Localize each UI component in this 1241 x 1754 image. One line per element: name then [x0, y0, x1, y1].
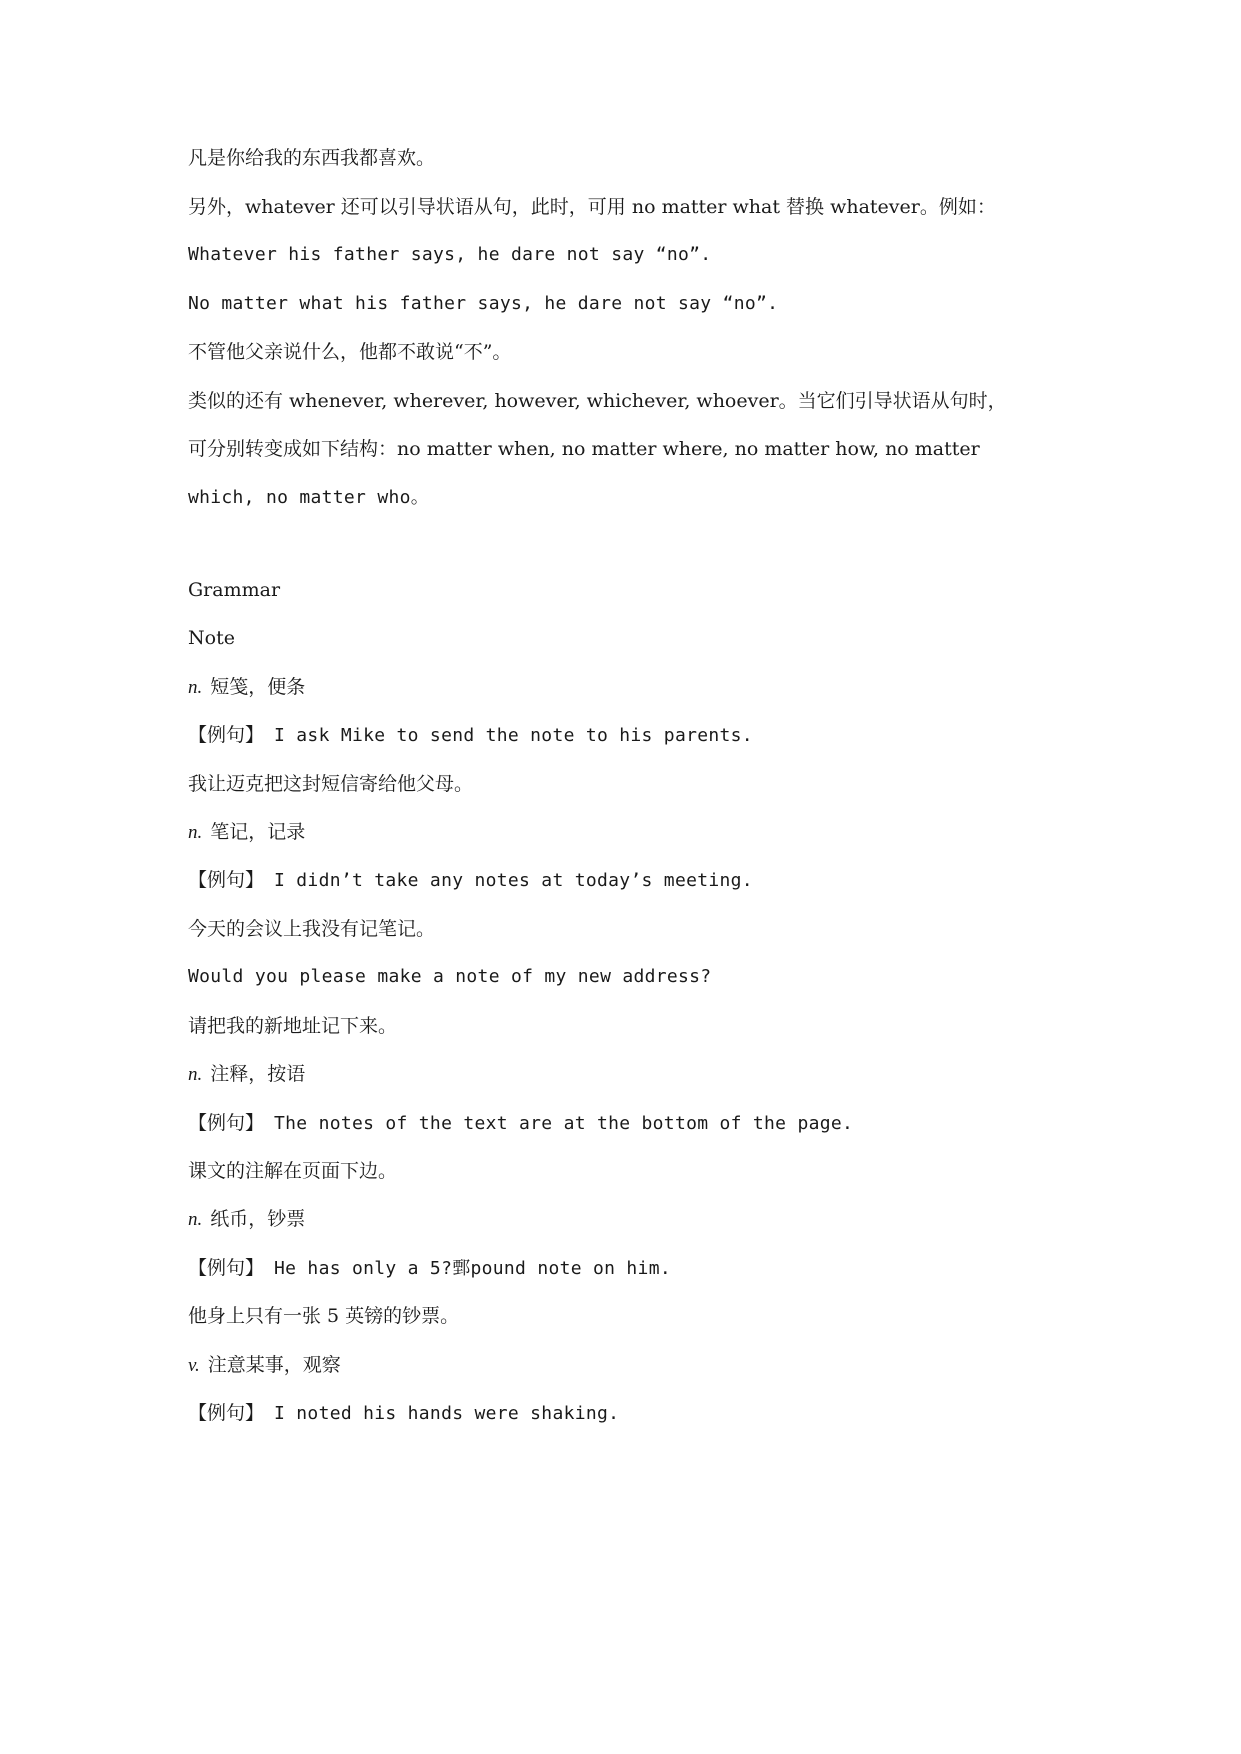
sense-definition	[188, 675, 305, 700]
example-translation: 不管他父亲说什么，他都不敢说“不”。	[188, 341, 512, 363]
example-tag: 【例句】	[188, 724, 265, 746]
sense-example	[188, 1401, 619, 1426]
sense-meaning: 注意某事，观察	[207, 1354, 341, 1376]
sense-example	[188, 723, 753, 748]
sense-definition	[188, 820, 305, 845]
example-tag: 【例句】	[188, 869, 265, 891]
extra-example-translation: 请把我的新地址记下来。	[188, 1015, 398, 1037]
example-sentence: I ask Mike to send the note to his parents.	[274, 725, 753, 746]
example-whatever-sentence: Whatever his father says, he dare not say “no”.	[188, 244, 712, 265]
sense-example	[188, 868, 753, 893]
example-tag: 【例句】	[188, 1112, 265, 1134]
sense-definition	[188, 1062, 305, 1087]
sense-definition	[188, 1207, 305, 1232]
paragraph-structures-cont: which, no matter who。	[188, 487, 430, 508]
example-no-matter-sentence: No matter what his father says, he dare not say “no”.	[188, 293, 779, 314]
example-translation: 我让迈克把这封短信寄给他父母。	[188, 773, 474, 795]
example-sentence: I didn’t take any notes at today’s meeting.	[274, 870, 753, 891]
section-heading: Grammar	[188, 579, 281, 601]
example-translation: 他身上只有一张 5 英镑的钞票。	[188, 1305, 460, 1327]
part-of-speech: v.	[188, 1355, 200, 1376]
sense-meaning: 纸币，钞票	[210, 1208, 306, 1230]
part-of-speech: n.	[188, 677, 203, 698]
example-tag: 【例句】	[188, 1257, 265, 1279]
part-of-speech: n.	[188, 1064, 203, 1085]
example-sentence: The notes of the text are at the bottom of the page.	[274, 1113, 854, 1134]
example-sentence: He has only a 5?鄄pound note on him.	[274, 1258, 671, 1279]
paragraph-structures: 可分别转变成如下结构：no matter when, no matter where, no matter how, no matter	[188, 438, 980, 460]
paragraph-whatever-adverbial: 另外，whatever 还可以引导状语从句，此时，可用 no matter what 替换 whatever。例如：	[188, 196, 996, 218]
extra-example-sentence: Would you please make a note of my new address?	[188, 966, 712, 987]
vocab-word: Note	[188, 627, 235, 649]
example-sentence: I noted his hands were shaking.	[274, 1403, 620, 1424]
example-translation: 课文的注解在页面下边。	[188, 1160, 398, 1182]
sense-meaning: 短笺，便条	[210, 676, 306, 698]
sense-example	[188, 1111, 853, 1136]
paragraph-similar-words: 类似的还有 whenever, wherever, however, whichever, whoever。当它们引导状语从句时，	[188, 390, 1007, 412]
sense-meaning: 注释，按语	[210, 1063, 306, 1085]
sense-meaning: 笔记，记录	[210, 821, 306, 843]
sense-definition	[188, 1353, 341, 1378]
part-of-speech: n.	[188, 1209, 203, 1230]
example-translation: 今天的会议上我没有记笔记。	[188, 918, 436, 940]
sense-example	[188, 1256, 671, 1281]
paragraph-intro-translation: 凡是你给我的东西我都喜欢。	[188, 147, 436, 169]
example-tag: 【例句】	[188, 1402, 265, 1424]
part-of-speech: n.	[188, 822, 203, 843]
